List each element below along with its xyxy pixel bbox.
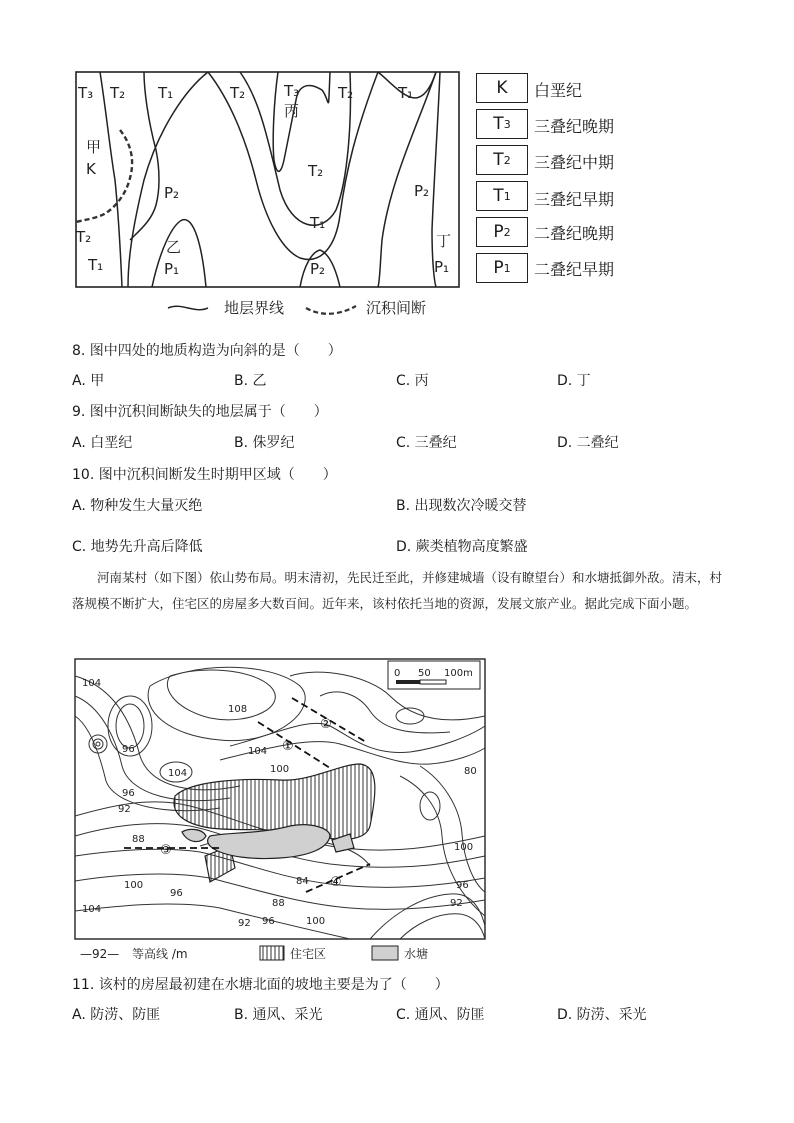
scale-end: 100m: [444, 668, 473, 679]
q10-option-d[interactable]: D. 蕨类植物高度繁盛: [396, 539, 528, 555]
boundary-p2-right: [378, 72, 436, 287]
scale-zero: 0: [394, 668, 401, 679]
contour-label-100-r: 100: [454, 842, 474, 853]
geo-map-frame: [76, 72, 459, 287]
contour-legend-label: 等高线 /m: [132, 947, 188, 961]
label-t3-left: T₃: [78, 84, 94, 102]
scale-bar-white: [420, 680, 446, 684]
legend-label-t3: 三叠纪晚期: [534, 117, 615, 136]
contour-label-92: 92: [118, 804, 131, 815]
scale-bar-black: [396, 680, 420, 684]
boundary-t3-bing: [273, 72, 330, 171]
contour-label-84: 84: [296, 876, 309, 887]
label-t1-bottom-left: T₁: [88, 256, 104, 274]
q8-option-c[interactable]: C. 丙: [396, 373, 429, 389]
contour-label-96-b: 96: [122, 788, 135, 799]
geological-map: [60, 60, 480, 330]
label-t1-right: T₁: [398, 84, 414, 102]
boundary-p2-p1-ding: [432, 72, 440, 287]
q10-option-b[interactable]: B. 出现数次冷暖交替: [396, 498, 527, 514]
residential-legend-label: 住宅区: [290, 947, 327, 961]
label-p2-bottom: P₂: [310, 260, 326, 278]
q11-option-d[interactable]: D. 防涝、采光: [557, 1007, 647, 1023]
q10-stem: 10. 图中沉积间断发生时期甲区域（ ）: [72, 467, 337, 483]
contour-label-88: 88: [132, 834, 145, 845]
boundary-legend-line: [168, 306, 208, 309]
scale-mid: 50: [418, 668, 431, 679]
legend-box-p2: P 2: [476, 217, 528, 247]
label-jia: 甲: [86, 138, 102, 156]
label-bing: 丙: [284, 102, 300, 120]
legend-box-k: K: [476, 73, 528, 103]
contour-label-104-m: 104: [168, 768, 188, 779]
q11-option-c[interactable]: C. 通风、防匪: [396, 1007, 485, 1023]
residential-legend-swatch: [260, 946, 284, 960]
pond-legend-swatch: [372, 946, 398, 960]
legend-label-p2: 二叠纪晚期: [534, 224, 615, 243]
pond-legend-label: 水塘: [404, 947, 429, 961]
label-p2-right: P₂: [414, 182, 430, 200]
contour-label-92-br: 92: [450, 898, 463, 909]
contour-legend-sample: —92—: [80, 947, 120, 961]
q10-option-c[interactable]: C. 地势先升高后降低: [72, 539, 203, 555]
q9-option-c[interactable]: C. 三叠纪: [396, 435, 457, 451]
label-t3-bing: T₃: [284, 82, 300, 100]
contour-label-104-bl: 104: [82, 904, 102, 915]
contour-label-80: 80: [464, 766, 477, 777]
q8-option-b[interactable]: B. 乙: [234, 373, 267, 389]
q9-option-b[interactable]: B. 侏罗纪: [234, 435, 295, 451]
hiatus-legend-label: 沉积间断: [366, 299, 427, 317]
contour-label-96: 96: [122, 744, 135, 755]
contour-label-88-b: 88: [272, 898, 285, 909]
contour-label-96-b2: 96: [262, 916, 275, 927]
legend-box-p1: P 1: [476, 253, 528, 283]
label-t2-left: T₂: [110, 84, 126, 102]
contour-label-100: 100: [270, 764, 290, 775]
label-k: K: [86, 160, 96, 178]
contour-label-104-l: 104: [248, 746, 268, 757]
legend-label-t2: 三叠纪中期: [534, 153, 615, 172]
label-p1-ding: P₁: [434, 258, 450, 276]
hiatus-legend-line: [306, 306, 356, 314]
contour-label-92-b: 92: [238, 918, 251, 929]
label-t1-a: T₁: [158, 84, 174, 102]
legend-label-p1: 二叠纪早期: [534, 260, 615, 279]
legend-box-t2: T 2: [476, 145, 528, 175]
marker-1: ①: [282, 739, 294, 754]
legend-label-k: 白垩纪: [534, 81, 583, 100]
marker-3: ③: [160, 843, 172, 858]
contour-label-100-b: 100: [124, 880, 144, 891]
contour-label-108: 108: [228, 704, 248, 715]
boundary-t2-t1-left: [130, 72, 159, 240]
q8-stem: 8. 图中四处的地质构造为向斜的是（ ）: [72, 343, 342, 359]
label-t2-mid: T₂: [308, 162, 324, 180]
contour-label-100-b2: 100: [306, 916, 326, 927]
contour-label-104-tl: 104: [82, 678, 102, 689]
label-yi: 乙: [166, 238, 182, 256]
contour-label-96-br: 96: [456, 880, 469, 891]
q9-option-d[interactable]: D. 二叠纪: [557, 435, 619, 451]
legend-label-t1: 三叠纪早期: [534, 190, 615, 209]
label-t1-mid: T₁: [310, 214, 326, 232]
boundary-legend-label: 地层界线: [224, 299, 285, 317]
label-p1-yi: P₁: [164, 260, 180, 278]
q9-stem: 9. 图中沉积间断缺失的地层属于（ ）: [72, 404, 328, 420]
marker-2: ②: [320, 717, 332, 732]
legend-box-t1: T 1: [476, 181, 528, 211]
contour-map: [70, 656, 490, 966]
q10-option-a[interactable]: A. 物种发生大量灭绝: [72, 498, 203, 514]
label-t2-c: T₂: [338, 84, 354, 102]
boundary-t3-t2-left: [100, 72, 122, 287]
contour-label-96-bb: 96: [170, 888, 183, 899]
q11-option-b[interactable]: B. 通风、采光: [234, 1007, 323, 1023]
q11-option-a[interactable]: A. 防涝、防匪: [72, 1007, 161, 1023]
label-p2-left: P₂: [164, 184, 180, 202]
label-t2-bottom-left: T₂: [76, 228, 92, 246]
legend-box-t3: T 3: [476, 109, 528, 139]
marker-4: ④: [330, 875, 342, 890]
label-t2-b: T₂: [230, 84, 246, 102]
q8-option-a[interactable]: A. 甲: [72, 373, 105, 389]
q8-option-d[interactable]: D. 丁: [557, 373, 591, 389]
q9-option-a[interactable]: A. 白垩纪: [72, 435, 133, 451]
label-ding: 丁: [436, 232, 452, 250]
hiatus-line: [76, 130, 132, 222]
passage-text: 河南某村（如下图）依山势布局。明末清初，先民迁至此，并修建城墙（设有瞭望台）和水塘抵御外敌。清末，村落规模不断扩大，住宅区的房屋多大数百间。近年来，该村依托当地的资源，发展文旅产业。据此完成下面小题。: [72, 570, 723, 611]
q11-stem: 11. 该村的房屋最初建在水塘北面的坡地主要是为了（ ）: [72, 977, 449, 993]
